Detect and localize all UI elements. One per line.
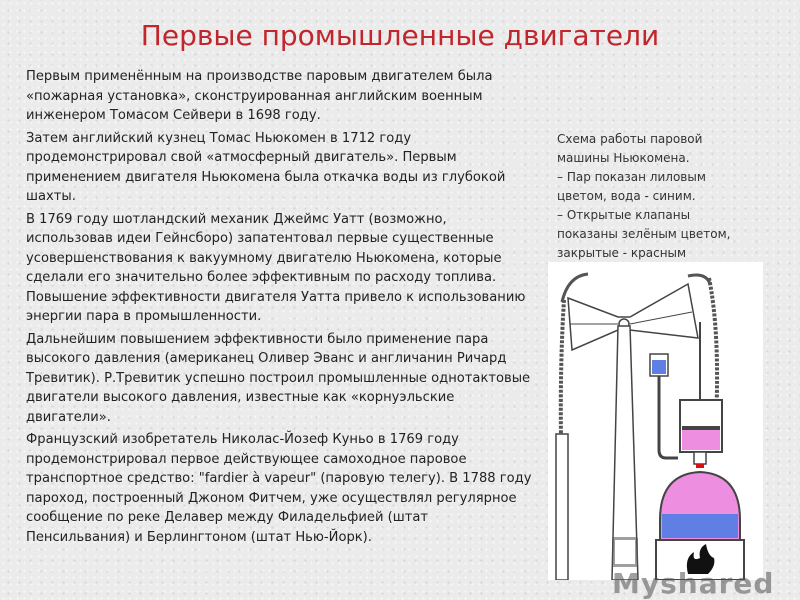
paragraph-watt: В 1769 году шотландский механик Джеймс Уатт (возможно, использовав идеи Гейнсборо) запатентовал первые существенные усовершенствования к вакуумному двигателю Ньюкомена, которые сделали его значительно более эффективным по расходу топлива. Повышение эффективности двигателя Уатта привело к использованию энергии пара в промышленности. xyxy=(26,211,526,324)
caption-line: цветом, вода - синим. xyxy=(557,189,696,203)
caption-line: машины Ньюкомена. xyxy=(557,151,690,165)
paragraph-savery: Первым применённым на производстве паровым двигателем была «пожарная установка», сконструированная английским военным инженером Томасом Сейвери в 1698 году. xyxy=(26,69,493,123)
caption-line: – Пар показан лиловым xyxy=(557,170,706,184)
caption-line: – Открытые клапаны xyxy=(557,208,691,222)
caption-line: показаны зелёным цветом, xyxy=(557,227,731,241)
caption-line: Схема работы паровой xyxy=(557,132,703,146)
watermark xyxy=(612,534,800,600)
newcomen-engine-diagram xyxy=(548,262,763,580)
paragraph-high-pressure: Дальнейшим повышением эффективности было применение пара высокого давления (американец Оливер Эванс и англичанин Ричард Тревитик). Р.Тревитик успешно построил промышленные однотактовые двигатели высокого давления, известные как «корнуэльские двигатели». xyxy=(26,331,531,425)
closed-valve xyxy=(696,464,704,468)
paragraph-cugnot-fitch: Французский изобретатель Николас-Йозеф Куньо в 1769 году продемонстрировал первое действующее самоходное паровое транспортное средство: "fardier à vapeur" (паровую телегу). В 1788 году пароход, построенный Джоном Фитчем, уже осуществлял регулярное сообщение по реке Делавер между Филадельфией (штат Пенсильвания) и Берлингтоном (штат Нью-Йорк). xyxy=(26,432,532,545)
pump-rod xyxy=(556,434,568,580)
watermark-text: Myshared xyxy=(612,567,775,600)
beam-arc-left xyxy=(562,274,588,302)
slide-title: Первые промышленные двигатели xyxy=(140,19,660,52)
caption-line: закрытые - красным xyxy=(557,246,687,260)
body-text xyxy=(26,67,536,550)
rocking-beam xyxy=(568,284,698,350)
presentation-board-icon xyxy=(612,537,638,567)
left-chain xyxy=(561,300,564,440)
diagram-caption xyxy=(557,130,762,263)
beam-arc-right xyxy=(688,275,710,284)
paragraph-newcomen: Затем английский кузнец Томас Ньюкомен в 1712 году продемонстрировал свой «атмосферный двигатель». Первым применением двигателя Ньюкомена была откачка воды из глубокой шахты. xyxy=(26,130,506,204)
